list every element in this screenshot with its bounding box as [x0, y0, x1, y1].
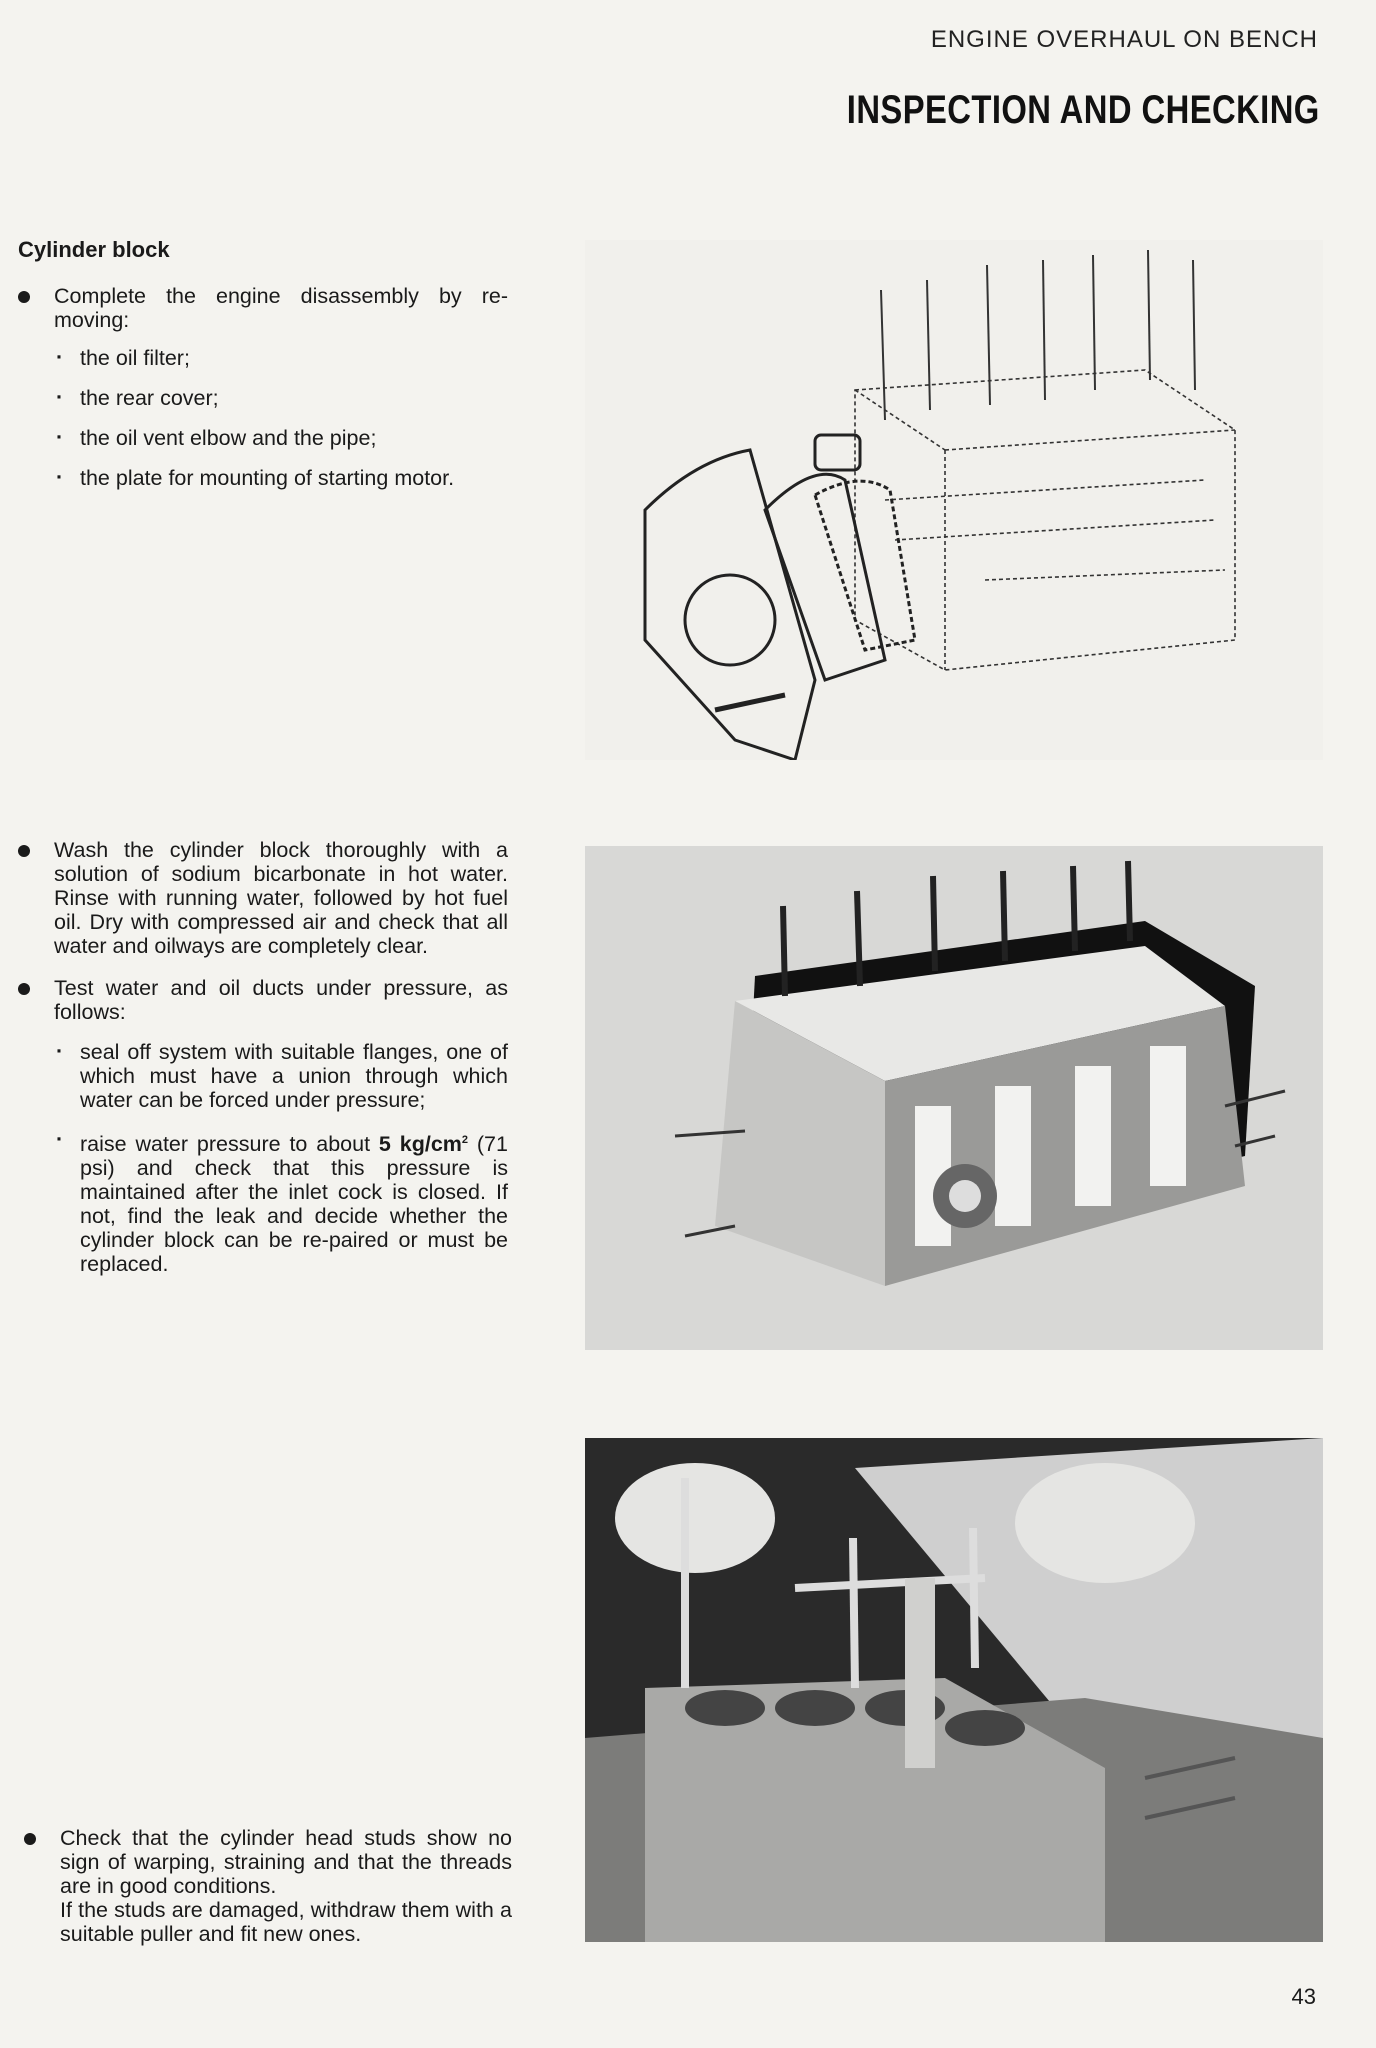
pressure-unit-exponent: 2: [461, 1134, 469, 1146]
exploded-block-drawing: [585, 240, 1323, 760]
list-item: · the plate for mounting of starting motor.: [54, 466, 508, 490]
cylinder-block-photo: [585, 846, 1323, 1350]
list-item: · the rear cover;: [54, 386, 508, 410]
pressure-unit: 5 kg/cm: [378, 1132, 462, 1157]
section-label: ENGINE OVERHAUL ON BENCH: [930, 26, 1318, 53]
disassembly-list: [54, 346, 508, 490]
wash-instruction: Wash the cylinder block thoroughly with a solution of sodium bicarbonate in hot water. Rinse with running water, followed by hot fuel oil. Dry with compressed air and check that all water and oilways are completely clear.: [18, 838, 508, 958]
stud-check-instruction: [24, 1826, 512, 1946]
pressure-value: [379, 1132, 468, 1156]
pressure-step: [54, 1128, 508, 1276]
washing-testing-section: [18, 838, 508, 1292]
list-item: · the oil vent elbow and the pipe;: [54, 426, 508, 450]
stud-check-text: Check that the cylinder head studs show no sign of warping, straining and that the threads are in good conditions.: [60, 1826, 512, 1898]
page-title: INSPECTION AND CHECKING: [847, 88, 1320, 132]
seal-step: · seal off system with suitable flanges, one of which must have a union through which water can be forced under pressure;: [54, 1040, 508, 1112]
line-drawing-svg: [585, 240, 1323, 760]
page-number: 43: [1291, 1984, 1316, 2009]
photo-svg: [585, 846, 1323, 1350]
disassembly-intro: Complete the engine disassembly by re-moving:: [18, 284, 508, 332]
section-heading: Cylinder block: [18, 237, 170, 262]
studs-section: [24, 1826, 512, 1946]
pressure-step-text: raise water pressure to about: [80, 1132, 379, 1157]
list-item: · the oil filter;: [54, 346, 508, 370]
stud-replace-text: If the studs are damaged, withdraw them with a suitable puller and fit new ones.: [60, 1898, 512, 1946]
photo-svg: [585, 1438, 1323, 1942]
pressure-test-intro: Test water and oil ducts under pressure, as follows:: [18, 976, 508, 1024]
stud-puller-photo: [585, 1438, 1323, 1942]
pressure-test-steps: [54, 1040, 508, 1276]
pressure-step-text-end: (71 psi) and check that this pressure is maintained after the inlet cock is closed. If not, find the leak and decide whether the cylinder block can be re-paired or must be replaced.: [80, 1132, 508, 1277]
cylinder-block-section: [18, 238, 508, 506]
